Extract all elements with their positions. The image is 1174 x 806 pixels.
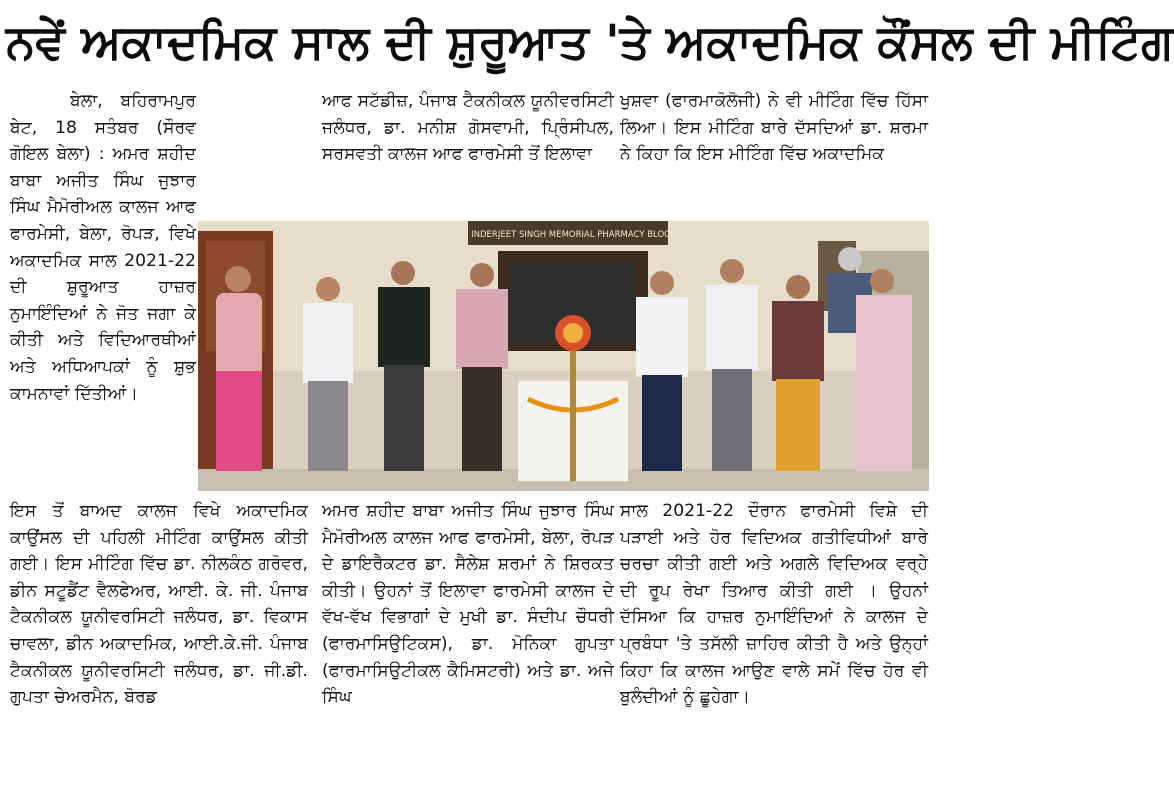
- article-column-3-bottom: [620, 498, 928, 798]
- article-paragraph: ਇਸ ਤੋਂ ਬਾਅਦ ਕਾਲਜ ਵਿਖੇ ਅਕਾਦਮਿਕ ਕਾਉਂਸਲ ਦੀ ਪਹਿਲੀ ਮੀਟਿੰਗ ਕਾਉਂਸਲ ਕੀਤੀ ਗਈ। ਇਸ ਮੀਟਿੰਗ ਵਿੱਚ ਡਾ. ਨੀਲਕੰਠ ਗਰੋਵਰ, ਡੀਨ ਸਟੂਡੈਂਟ ਵੈਲਫੇਅਰ, ਆਈ. ਕੇ. ਜੀ. ਪੰਜਾਬ ਟੈਕਨੀਕਲ ਯੂਨੀਵਰਸਿਟੀ ਜਲੰਧਰ, ਡਾ. ਵਿਕਾਸ ਚਾਵਲਾ, ਡੀਨ ਅਕਾਦਮਿਕ, ਆਈ.ਕੇ.ਜੀ. ਪੰਜਾਬ ਟੈਕਨੀਕਲ ਯੂਨੀਵਰਸਿਟੀ ਜਲੰਧਰ, ਡਾ. ਜੀ.ਡੀ. ਗੁਪਤਾ ਚੇਅਰਮੈਨ, ਬੋਰਡ: [10, 501, 308, 708]
- photo-scene: [198, 221, 929, 491]
- article-column-1-bottom: [10, 498, 308, 798]
- news-photo: [198, 221, 929, 491]
- article-column-1-top: [10, 88, 196, 498]
- article-paragraph: ਆਫ ਸਟੱਡੀਜ਼, ਪੰਜਾਬ ਟੈਕਨੀਕਲ ਯੂਨੀਵਰਸਿਟੀ ਜਲੰਧਰ, ਡਾ. ਮਨੀਸ਼ ਗੋਸਵਾਮੀ, ਪ੍ਰਿੰਸੀਪਲ, ਸਰਸਵਤੀ ਕਾਲਜ ਆਫ ਫਾਰਮੇਸੀ ਤੋਂ ਇਲਾਵਾ: [322, 91, 614, 165]
- article-paragraph: ਬੇਲਾ, ਬਹਿਰਾਮਪੁਰ ਬੇਟ, 18 ਸਤੰਬਰ (ਸੌਰਵ ਗੋਇਲ ਬੇਲਾ) : ਅਮਰ ਸ਼ਹੀਦ ਬਾਬਾ ਅਜੀਤ ਸਿੰਘ ਜੁਝਾਰ ਸਿੰਘ ਮੈਮੋਰੀਅਲ ਕਾਲਜ ਆਫ ਫਾਰਮੇਸੀ, ਬੇਲਾ, ਰੋਪੜ, ਵਿਖੇ ਅਕਾਦਮਿਕ ਸਾਲ 2021-22 ਦੀ ਸ਼ੁਰੂਆਤ ਹਾਜ਼ਰ ਨੁਮਾਇੰਦਿਆਂ ਨੇ ਜੋਤ ਜਗਾ ਕੇ ਕੀਤੀ ਅਤੇ ਵਿਦਿਆਰਥੀਆਂ ਅਤੇ ਅਧਿਆਪਕਾਂ ਨੂੰ ਸ਼ੁਭ ਕਾਮਨਾਵਾਂ ਦਿੱਤੀਆਂ।: [10, 91, 196, 404]
- article-paragraph: ਸਾਲ 2021-22 ਦੌਰਾਨ ਫਾਰਮੇਸੀ ਵਿਸ਼ੇ ਦੀ ਪੜਾਈ ਅਤੇ ਹੋਰ ਵਿਦਿਅਕ ਗਤੀਵਿਧੀਆਂ ਬਾਰੇ ਚਰਚਾ ਕੀਤੀ ਗਈ ਅਤੇ ਅਗਲੇ ਵਿਦਿਅਕ ਵਰ੍ਹੇ ਦੀ ਰੂਪ ਰੇਖਾ ਤਿਆਰ ਕੀਤੀ ਗਈ । ਉਹਨਾਂ ਦੱਸਿਆ ਕਿ ਹਾਜ਼ਰ ਨੁਮਾਇੰਦਿਆਂ ਨੇ ਕਾਲਜ ਦੇ ਪ੍ਰਬੰਧਾ 'ਤੇ ਤਸੱਲੀ ਜ਼ਾਹਿਰ ਕੀਤੀ ਹੈ ਅਤੇ ਉਨ੍ਹਾਂ ਕਿਹਾ ਕਿ ਕਾਲਜ ਆਉਣ ਵਾਲੇ ਸਮੇਂ ਵਿੱਚ ਹੋਰ ਵੀ ਬੁਲੰਦੀਆਂ ਨੂੰ ਛੂਹੇਗਾ।: [620, 501, 928, 708]
- lamp-stand: [570, 341, 576, 481]
- headline: ਨਵੇਂ ਅਕਾਦਮਿਕ ਸਾਲ ਦੀ ਸ਼ੁਰੂਆਤ 'ਤੇ ਅਕਾਦਮਿਕ ਕੌਂਸਲ ਦੀ ਮੀਟਿੰਗ: [6, 15, 1174, 70]
- article-paragraph: ਖੁਸ਼ਵਾ (ਫਾਰਮਾਕੋਲੋਜੀ) ਨੇ ਵੀ ਮੀਟਿੰਗ ਵਿੱਚ ਹਿੱਸਾ ਲਿਆ। ਇਸ ਮੀਟਿੰਗ ਬਾਰੇ ਦੱਸਦਿਆਂ ਡਾ. ਸ਼ਰਮਾ ਨੇ ਕਿਹਾ ਕਿ ਇਸ ਮੀਟਿੰਗ ਵਿੱਚ ਅਕਾਦਮਿਕ: [620, 91, 928, 165]
- article-column-2-top: [322, 88, 614, 218]
- article-column-2-bottom: [322, 498, 614, 798]
- article-column-3-top: [620, 88, 928, 218]
- board-text: S. INDERJEET SINGH MEMORIAL PHARMACY BLOCK: [460, 230, 676, 240]
- article-paragraph: ਅਮਰ ਸ਼ਹੀਦ ਬਾਬਾ ਅਜੀਤ ਸਿੰਘ ਜੁਝਾਰ ਸਿੰਘ ਮੈਮੋਰੀਅਲ ਕਾਲਜ ਆਫ ਫਾਰਮੇਸੀ, ਬੇਲਾ, ਰੋਪੜ ਦੇ ਡਾਇਰੈਕਟਰ ਡਾ. ਸੈਲੇਸ਼ ਸ਼ਰਮਾਂ ਨੇ ਸ਼ਿਰਕਤ ਕੀਤੀ। ਉਹਨਾਂ ਤੋਂ ਇਲਾਵਾ ਫਾਰਮੇਸੀ ਕਾਲਜ ਦੇ ਵੱਖ-ਵੱਖ ਵਿਭਾਗਾਂ ਦੇ ਮੁਖੀ ਡਾ. ਸੰਦੀਪ ਚੌਧਰੀ (ਫਾਰਮਾਸਿਉਟਿਕਸ), ਡਾ. ਮੋਨਿਕਾ ਗੁਪਤਾ (ਫਾਰਮਾਸਿਉਟੀਕਲ ਕੈਮਿਸਟਰੀ) ਅਤੇ ਡਾ. ਅਜੇ ਸਿੰਘ: [322, 501, 614, 708]
